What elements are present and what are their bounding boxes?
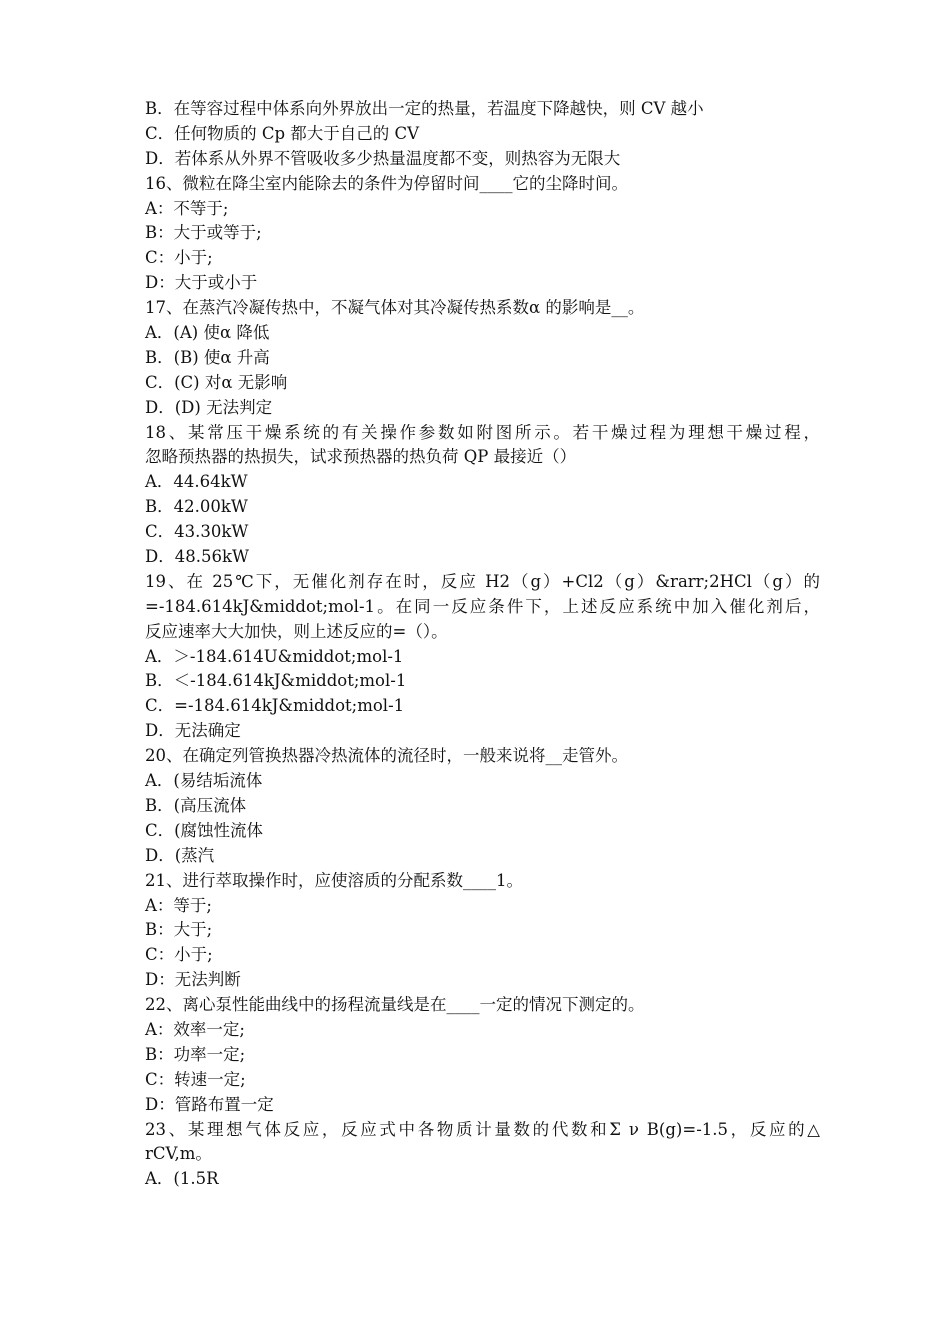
option-line: D．(D) 无法判定 [145,397,273,417]
option-line: B：功率一定; [145,1044,246,1064]
option-line: B．(高压流体 [145,795,247,815]
option-line: D：无法判断 [145,970,241,990]
option-line: A．(1.5R [145,1169,219,1189]
option-line: B．(B) 使α 升高 [145,347,270,367]
question-19-cont: 反应速率大大加快，则上述反应的=（）。 [145,621,448,641]
question-19: 19、在 25℃下，无催化剂存在时，反应 H2（g）+Cl2（g）&rarr;2HCl（g）的 [145,571,820,591]
option-line: A：效率一定; [145,1019,245,1039]
option-line: C．(C) 对α 无影响 [145,372,288,392]
option-line: D．无法确定 [145,721,241,741]
text-line: B．在等容过程中体系向外界放出一定的热量，若温度下降越快，则 CV 越小 [145,99,704,118]
question-18: 18、某常压干燥系统的有关操作参数如附图所示。若干燥过程为理想干燥过程， [145,422,820,442]
option-line: A．＞-184.614U&middot;mol-1 [145,646,404,666]
option-line: D：大于或小于 [145,273,258,293]
option-line: B．42.00kW [145,497,248,517]
option-line: B．＜-184.614kJ&middot;mol-1 [145,671,407,691]
option-line: D：管路布置一定 [145,1094,274,1114]
document-page [145,97,820,1192]
question-22: 22、离心泵性能曲线中的扬程流量线是在____一定的情况下测定的。 [145,995,645,1015]
option-line: D．(蒸汽 [145,845,215,865]
text-line: C．任何物质的 Cp 都大于自己的 CV [145,123,420,143]
text-line: D．若体系从外界不管吸收多少热量温度都不变，则热容为无限大 [145,148,621,168]
option-line: A：等于; [145,895,212,915]
question-20: 20、在确定列管换热器冷热流体的流径时，一般来说将__走管外。 [145,746,628,766]
option-line: B：大于; [145,920,213,940]
option-line: D．48.56kW [145,547,249,567]
option-line: C：转速一定; [145,1069,246,1089]
question-23-cont: rCV,m。 [145,1144,212,1164]
question-19-cont: =-184.614kJ&middot;mol-1。在同一反应条件下，上述反应系统中加入催化剂后， [145,596,820,616]
question-16: 16、微粒在降尘室内能除去的条件为停留时间____它的尘降时间。 [145,173,628,193]
option-line: A．(易结垢流体 [145,771,263,791]
question-21: 21、进行萃取操作时，应使溶质的分配系数____1。 [145,870,523,890]
option-line: A．44.64kW [145,472,248,492]
question-17: 17、在蒸汽冷凝传热中，不凝气体对其冷凝传热系数α 的影响是__。 [145,298,645,318]
option-line: C．(腐蚀性流体 [145,820,264,840]
option-line: A：不等于; [145,198,229,218]
option-line: C：小于; [145,248,213,268]
question-18-cont: 忽略预热器的热损失，试求预热器的热负荷 QP 最接近（） [145,447,577,467]
option-line: C．43.30kW [145,522,249,542]
option-line: B：大于或等于; [145,223,262,243]
option-line: A．(A) 使α 降低 [145,323,270,343]
question-23: 23、某理想气体反应，反应式中各物质计量数的代数和Σ ν B(g)=-1.5，反应的△ [145,1119,820,1139]
option-line: C．=-184.614kJ&middot;mol-1 [145,696,405,716]
option-line: C：小于; [145,945,213,965]
